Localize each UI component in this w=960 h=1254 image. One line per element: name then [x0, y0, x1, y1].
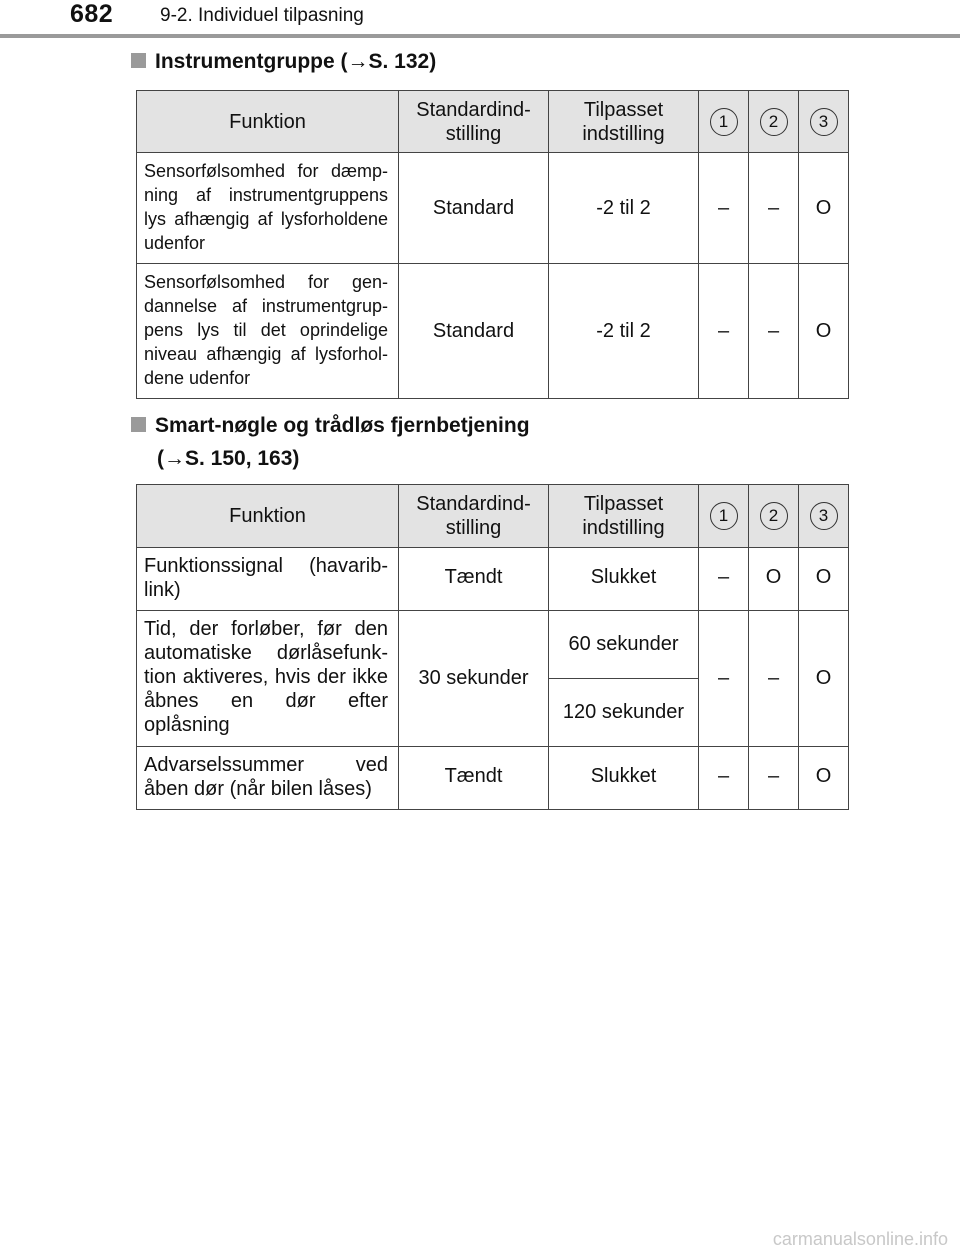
- col-header-standard: Standardind- stilling: [399, 91, 549, 153]
- row-custom: -2 til 2: [549, 264, 699, 399]
- row-col2: –: [749, 264, 799, 399]
- col-header-funktion: Funktion: [137, 485, 399, 548]
- chapter-title: 9-2. Individuel tilpasning: [160, 5, 364, 26]
- square-bullet-icon: [131, 417, 146, 432]
- row-col1: –: [699, 264, 749, 399]
- table-row: [137, 611, 849, 679]
- table-row: [137, 747, 849, 810]
- row-col1: –: [699, 747, 749, 810]
- circled-two-icon: 2: [760, 108, 788, 136]
- smart-noegle-table: [136, 484, 849, 810]
- row-col3: O: [799, 611, 849, 747]
- table-row: [137, 264, 849, 399]
- instrumentgruppe-table: [136, 90, 849, 399]
- col-header-2: [749, 485, 799, 548]
- watermark: carmanualsonline.info: [772, 1229, 948, 1249]
- col-header-2: [749, 91, 799, 153]
- circled-one-icon: 1: [710, 108, 738, 136]
- row-function: Sensorfølsomhed for gen-dannelse af instrumentgrup-pens lys til det oprindelige niveau afhængig af lysforhol-dene udenfor: [137, 264, 399, 399]
- row-col1: –: [699, 611, 749, 747]
- col-header-tilpasset: Tilpasset indstilling: [549, 91, 699, 153]
- table-row: [137, 153, 849, 264]
- row-function: Funktionssignal (havarib-link): [137, 548, 399, 611]
- row-col2: O: [749, 548, 799, 611]
- col-header-1: [699, 485, 749, 548]
- circled-two-icon: 2: [760, 502, 788, 530]
- page-number: 682: [70, 0, 114, 28]
- row-col2: –: [749, 747, 799, 810]
- square-bullet-icon: [131, 53, 146, 68]
- row-col2: –: [749, 611, 799, 747]
- row-col1: –: [699, 548, 749, 611]
- section-heading-line1: Smart-nøgle og trådløs fjernbetjening: [155, 414, 530, 437]
- section-heading-smart-noegle: [131, 409, 530, 475]
- row-col3: O: [799, 153, 849, 264]
- col-header-standard: Standardind- stilling: [399, 485, 549, 548]
- row-function: Tid, der forløber, før den automatiske dørlåsefunk-tion aktiveres, hvis der ikke åbnes en dør efter oplåsning: [137, 611, 399, 747]
- row-col3: O: [799, 747, 849, 810]
- row-custom-b: 120 sekunder: [549, 679, 699, 747]
- col-header-funktion: Funktion: [137, 91, 399, 153]
- row-default: 30 sekunder: [399, 611, 549, 747]
- col-header-tilpasset: Tilpasset indstilling: [549, 485, 699, 548]
- row-col3: O: [799, 548, 849, 611]
- col-header-3: [799, 485, 849, 548]
- row-function: Sensorfølsomhed for dæmp-ning af instrumentgruppens lys afhængig af lysforholdene udenfor: [137, 153, 399, 264]
- table-header-row: [137, 91, 849, 153]
- row-default: Tændt: [399, 548, 549, 611]
- section-heading-line2: (→S. 150, 163): [157, 447, 300, 470]
- row-col3: O: [799, 264, 849, 399]
- row-custom: -2 til 2: [549, 153, 699, 264]
- row-custom: Slukket: [549, 548, 699, 611]
- row-default: Tændt: [399, 747, 549, 810]
- circled-one-icon: 1: [710, 502, 738, 530]
- section-heading-instrumentgruppe: [131, 45, 436, 78]
- row-col1: –: [699, 153, 749, 264]
- section-heading-text: Instrumentgruppe (→S. 132): [155, 50, 437, 73]
- row-col2: –: [749, 153, 799, 264]
- circled-three-icon: 3: [810, 502, 838, 530]
- row-custom-a: 60 sekunder: [549, 611, 699, 679]
- col-header-1: [699, 91, 749, 153]
- col-header-3: [799, 91, 849, 153]
- row-default: Standard: [399, 264, 549, 399]
- table-header-row: [137, 485, 849, 548]
- row-custom: Slukket: [549, 747, 699, 810]
- row-default: Standard: [399, 153, 549, 264]
- header-divider: [0, 34, 960, 38]
- circled-three-icon: 3: [810, 108, 838, 136]
- table-row: [137, 548, 849, 611]
- row-function: Advarselssummer ved åben dør (når bilen låses): [137, 747, 399, 810]
